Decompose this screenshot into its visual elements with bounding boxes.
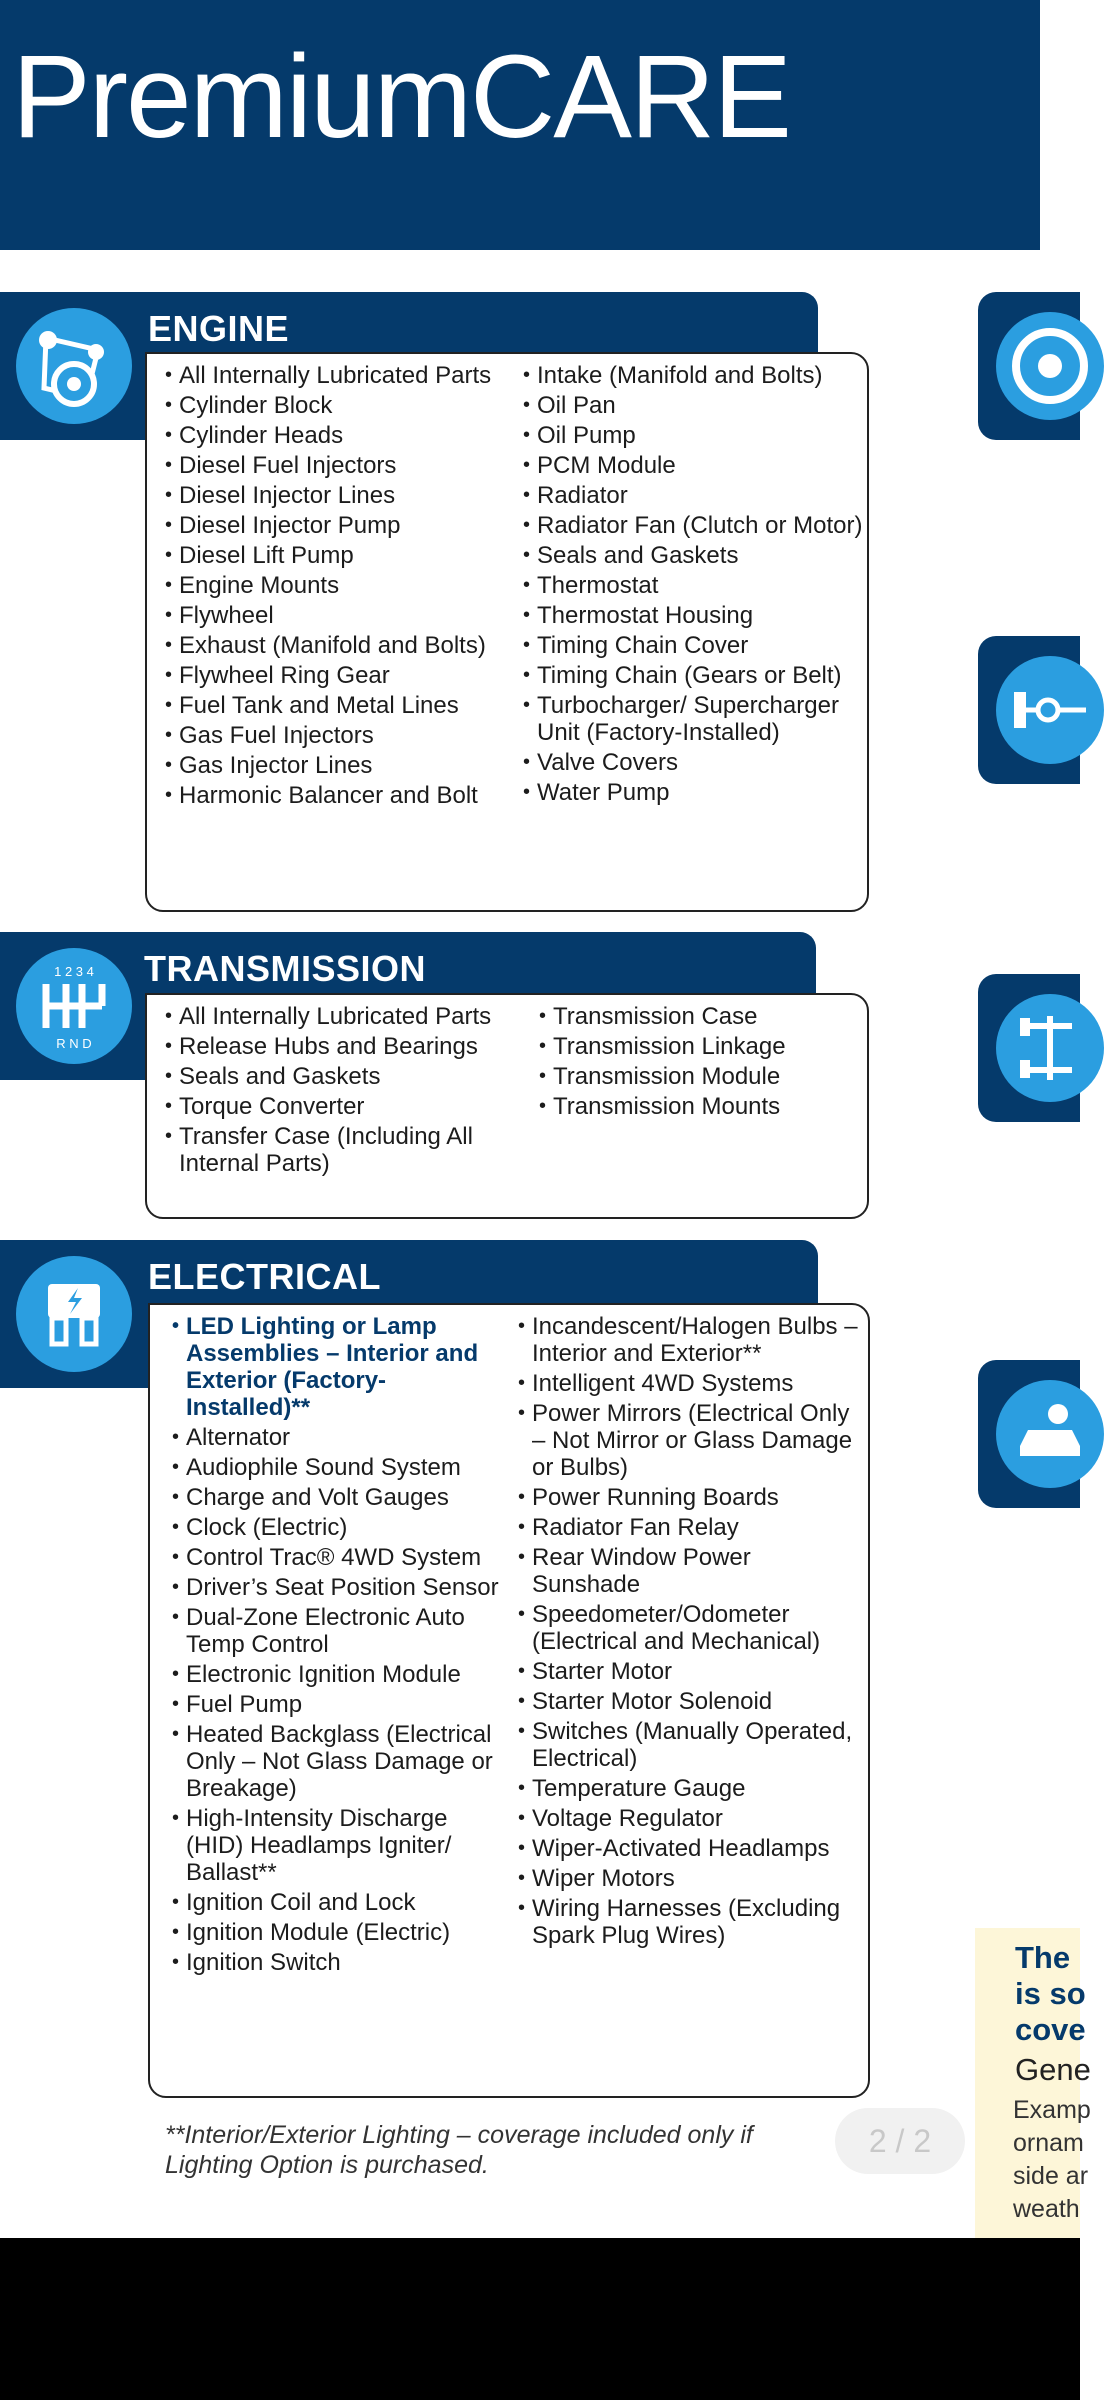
next-drivetrain-tile	[978, 974, 1080, 1122]
list-item: • Ignition Module (Electric)	[172, 1919, 502, 1946]
list-item: • Heated Backglass (Electrical Only – Not Glass Damage or Breakage)	[172, 1721, 502, 1802]
list-item: • Electronic Ignition Module	[172, 1661, 502, 1688]
list-item: • Fuel Tank and Metal Lines	[165, 692, 505, 719]
list-item: • Cylinder Heads	[165, 422, 505, 449]
list-item: • Driver’s Seat Position Sensor	[172, 1574, 502, 1601]
electrical-list-left	[172, 1313, 502, 1976]
next-brake-tile	[978, 292, 1080, 440]
list-item: • Radiator	[523, 482, 863, 509]
electrical-title: ELECTRICAL	[148, 1256, 381, 1297]
list-item: • Water Pump	[523, 779, 863, 806]
list-item: • Diesel Fuel Injectors	[165, 452, 505, 479]
engine-box	[145, 352, 869, 912]
electrical-list-right	[518, 1313, 858, 1949]
list-item: • Seals and Gaskets	[165, 1063, 515, 1090]
list-item: • Engine Mounts	[165, 572, 505, 599]
gear-numbers: 1 2 3 4	[54, 964, 94, 979]
lighting-footnote: **Interior/Exterior Lighting – coverage included only if Lighting Option is purchased.	[165, 2121, 753, 2179]
list-item: • Transmission Case	[539, 1003, 859, 1030]
list-item: • Rear Window Power Sunshade	[518, 1544, 858, 1598]
gear-letters: R N D	[56, 1036, 92, 1051]
callout-heading: The is so cove	[1015, 1940, 1086, 2047]
list-item: • Starter Motor	[518, 1658, 858, 1685]
engine-list-right	[523, 362, 863, 806]
list-item: • Temperature Gauge	[518, 1775, 858, 1802]
list-item: • Valve Covers	[523, 749, 863, 776]
page-indicator[interactable]: 2 / 2	[835, 2108, 965, 2174]
list-item: • All Internally Lubricated Parts	[165, 362, 505, 389]
list-item: • Charge and Volt Gauges	[172, 1484, 502, 1511]
list-item-highlight: • LED Lighting or Lamp Assemblies – Interior and Exterior (Factory-Installed)**	[172, 1313, 502, 1421]
engine-title: ENGINE	[148, 308, 290, 349]
header-edge	[1040, 0, 1080, 250]
transmission-list-right	[539, 1003, 859, 1120]
list-item: • Timing Chain Cover	[523, 632, 863, 659]
list-item: • Switches (Manually Operated, Electrical)	[518, 1718, 858, 1772]
list-item: • Ignition Coil and Lock	[172, 1889, 502, 1916]
callout-subheading: Gene	[1015, 2052, 1091, 2087]
next-axle-tile	[978, 636, 1080, 784]
list-item: • Transfer Case (Including All Internal Parts)	[165, 1123, 515, 1177]
callout-body: Examp ornam side ar weath	[1013, 2096, 1091, 2223]
list-item: • Gas Fuel Injectors	[165, 722, 505, 749]
page-title: PremiumCARE	[12, 31, 790, 163]
list-item: • Ignition Switch	[172, 1949, 502, 1976]
list-item: • Cylinder Block	[165, 392, 505, 419]
electrical-box	[148, 1303, 870, 2098]
list-item: • Diesel Lift Pump	[165, 542, 505, 569]
list-item: • Exhaust (Manifold and Bolts)	[165, 632, 505, 659]
list-item: • Flywheel	[165, 602, 505, 629]
list-item: • Oil Pump	[523, 422, 863, 449]
list-item: • Wiper-Activated Headlamps	[518, 1835, 858, 1862]
drivetrain-icon	[996, 994, 1104, 1102]
list-item: • Radiator Fan Relay	[518, 1514, 858, 1541]
list-item: • Intelligent 4WD Systems	[518, 1370, 858, 1397]
brake-rotor-icon	[996, 312, 1104, 420]
list-item: • Clock (Electric)	[172, 1514, 502, 1541]
list-item: • Torque Converter	[165, 1093, 515, 1120]
list-item: • Seals and Gaskets	[523, 542, 863, 569]
list-item: • Intake (Manifold and Bolts)	[523, 362, 863, 389]
list-item: • Speedometer/Odometer (Electrical and Mechanical)	[518, 1601, 858, 1655]
transmission-shifter-icon	[16, 948, 132, 1064]
list-item: • Wiring Harnesses (Excluding Spark Plug Wires)	[518, 1895, 858, 1949]
bottom-bar	[0, 2238, 1080, 2400]
list-item: • Alternator	[172, 1424, 502, 1451]
transmission-list-left	[165, 1003, 515, 1177]
list-item: • Diesel Injector Lines	[165, 482, 505, 509]
header-banner	[0, 0, 1040, 250]
list-item: • Harmonic Balancer and Bolt	[165, 782, 505, 809]
list-item: • PCM Module	[523, 452, 863, 479]
list-item: • Thermostat Housing	[523, 602, 863, 629]
engine-belt-icon	[16, 308, 132, 424]
list-item: • Turbocharger/ Supercharger Unit (Factory-Installed)	[523, 692, 863, 746]
electrical-fuse-icon	[16, 1256, 132, 1372]
list-item: • High-Intensity Discharge (HID) Headlamps Igniter/ Ballast**	[172, 1805, 502, 1886]
list-item: • Diesel Injector Pump	[165, 512, 505, 539]
engine-list-left	[165, 362, 505, 809]
list-item: • Fuel Pump	[172, 1691, 502, 1718]
list-item: • Starter Motor Solenoid	[518, 1688, 858, 1715]
list-item: • Power Mirrors (Electrical Only – Not Mirror or Glass Damage or Bulbs)	[518, 1400, 858, 1481]
list-item: • All Internally Lubricated Parts	[165, 1003, 515, 1030]
list-item: • Flywheel Ring Gear	[165, 662, 505, 689]
transmission-title: TRANSMISSION	[144, 948, 427, 989]
list-item: • Thermostat	[523, 572, 863, 599]
eco-car-icon	[996, 1380, 1104, 1488]
list-item: • Timing Chain (Gears or Belt)	[523, 662, 863, 689]
next-environment-tile	[978, 1360, 1080, 1508]
list-item: • Audiophile Sound System	[172, 1454, 502, 1481]
list-item: • Transmission Mounts	[539, 1093, 859, 1120]
list-item: • Wiper Motors	[518, 1865, 858, 1892]
transmission-box	[145, 993, 869, 1219]
list-item: • Dual-Zone Electronic Auto Temp Control	[172, 1604, 502, 1658]
callout-panel	[975, 1928, 1091, 2238]
list-item: • Incandescent/Halogen Bulbs – Interior and Exterior**	[518, 1313, 858, 1367]
list-item: • Control Trac® 4WD System	[172, 1544, 502, 1571]
list-item: • Gas Injector Lines	[165, 752, 505, 779]
list-item: • Voltage Regulator	[518, 1805, 858, 1832]
list-item: • Radiator Fan (Clutch or Motor)	[523, 512, 863, 539]
axle-icon	[996, 656, 1104, 764]
list-item: • Transmission Module	[539, 1063, 859, 1090]
list-item: • Power Running Boards	[518, 1484, 858, 1511]
list-item: • Release Hubs and Bearings	[165, 1033, 515, 1060]
list-item: • Transmission Linkage	[539, 1033, 859, 1060]
list-item: • Oil Pan	[523, 392, 863, 419]
